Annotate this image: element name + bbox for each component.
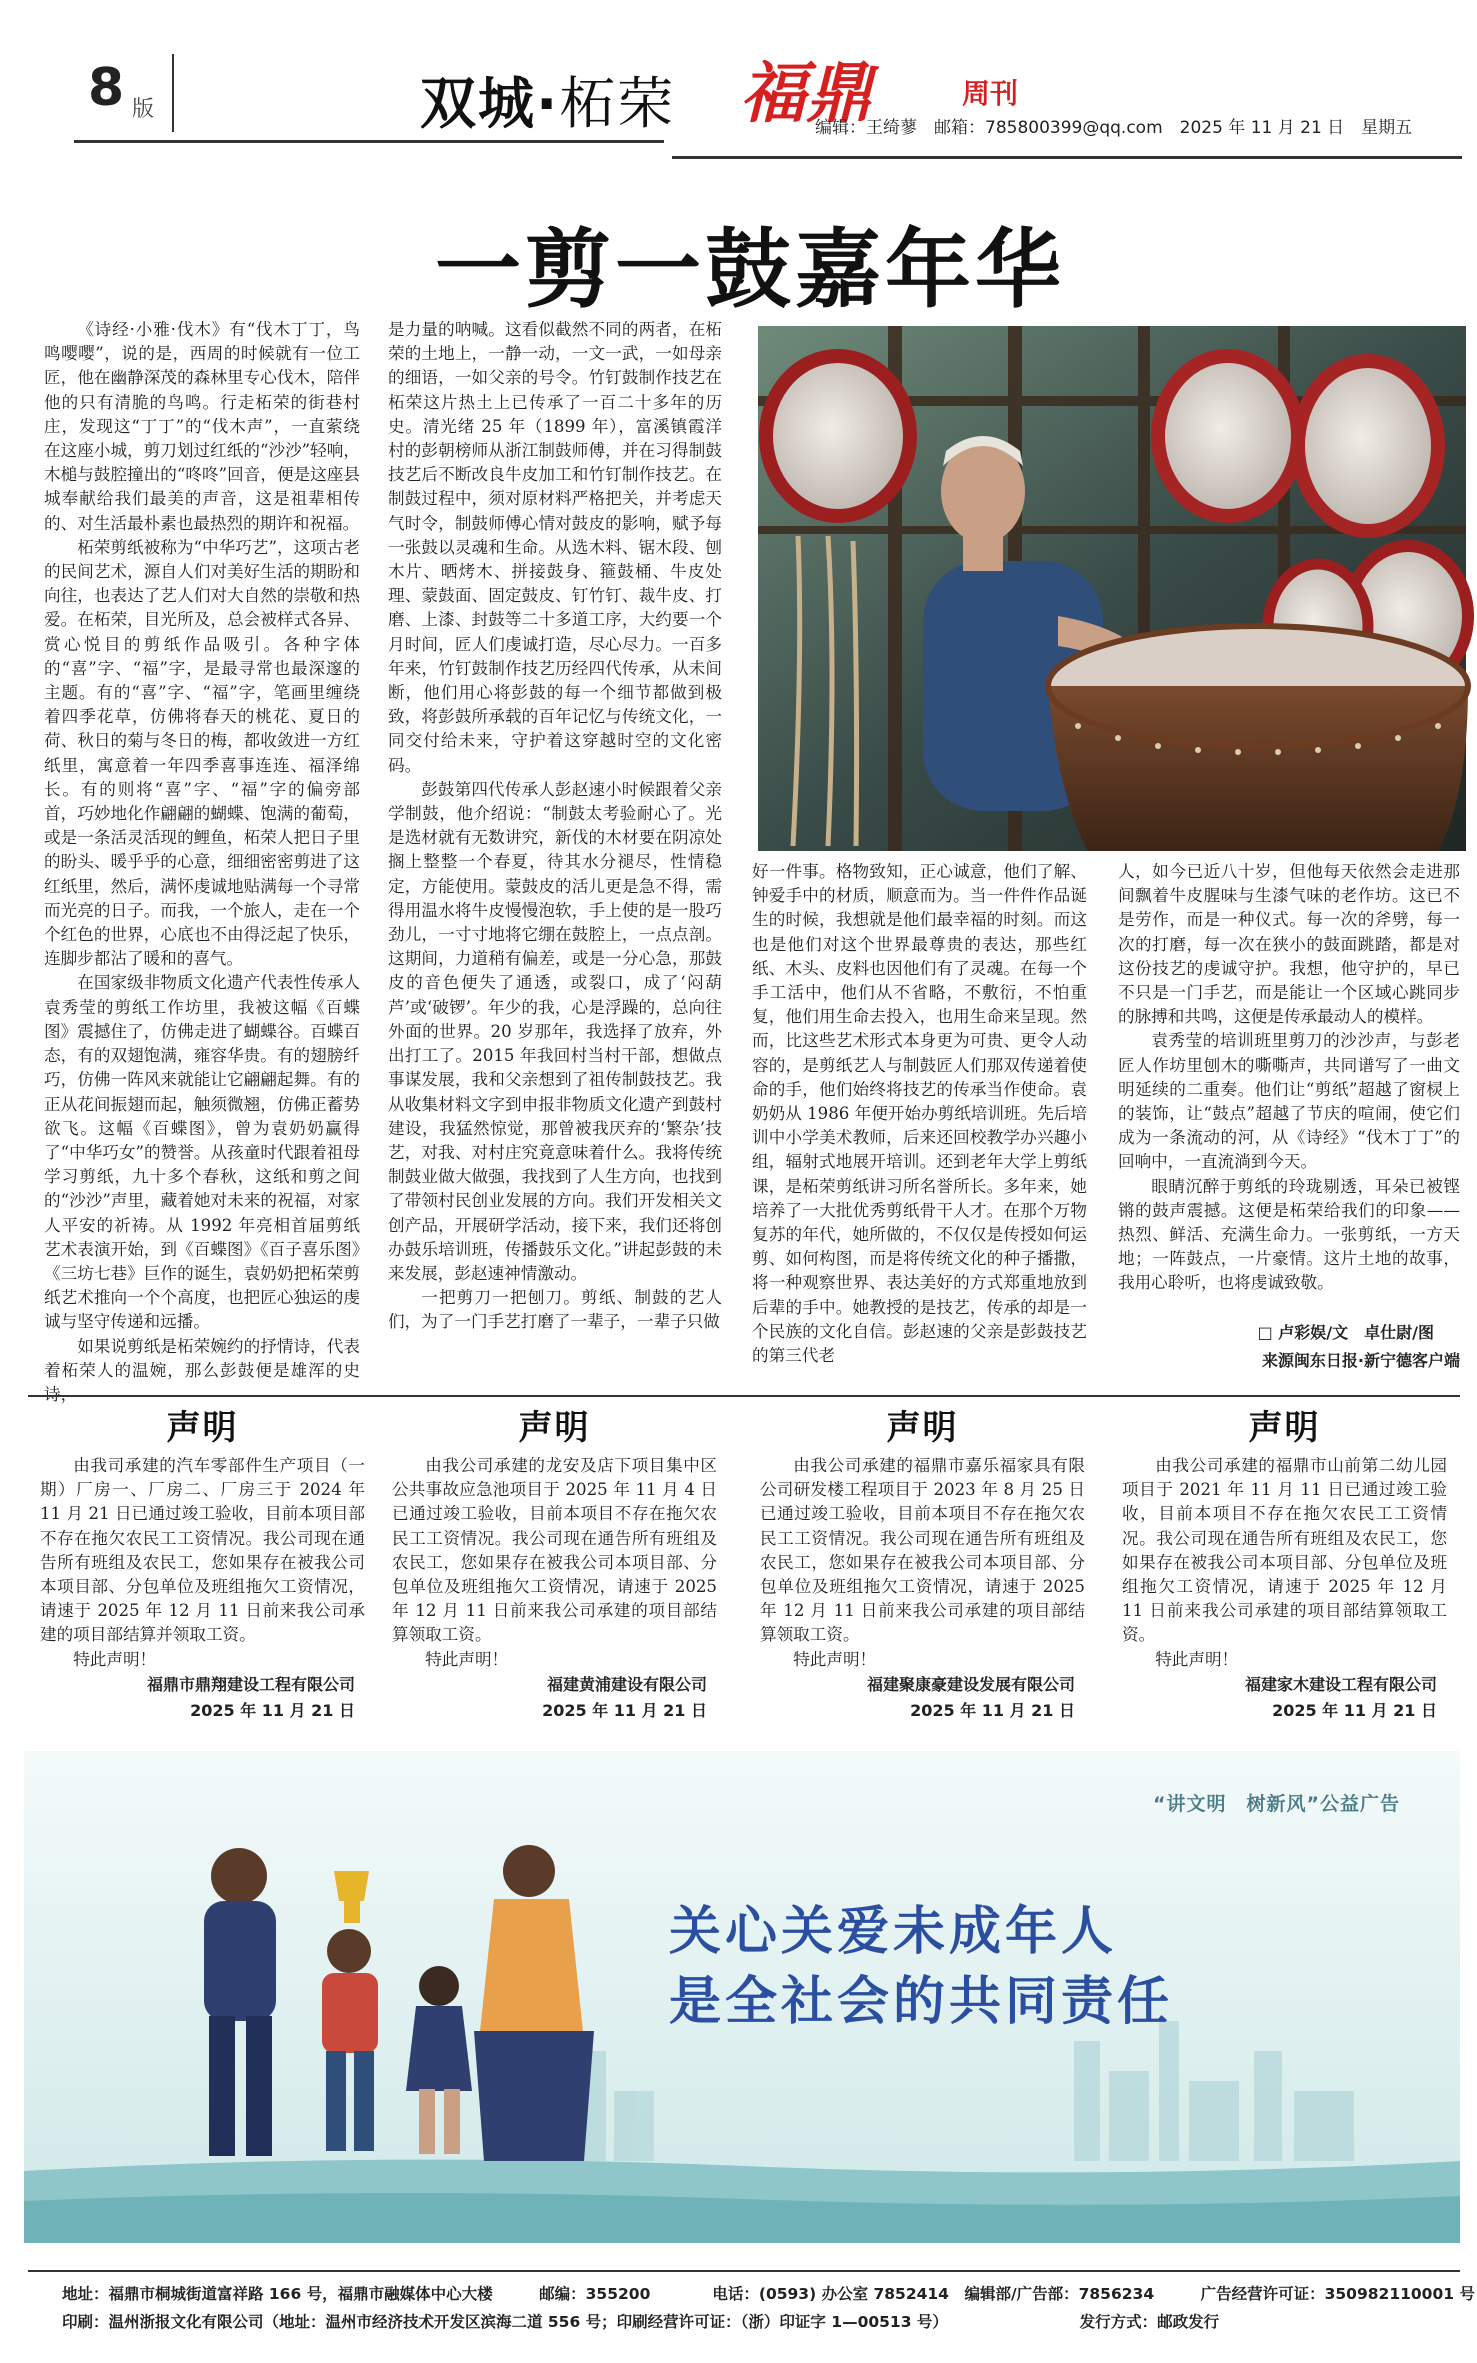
notice-thanks: 特此声明！ xyxy=(1155,1649,1239,1669)
notice-body: 由我公司承建的龙安及店下项目集中区公共事故应急池项目于 2025 年 11 月 4 日已通过竣工验收，目前本项目不存在拖欠农民工工资情况。我公司现在通告所有班组及农民工，您如果存在被我公司本项目部、分包单位及班组拖欠工资情况，请速于 2025 年 12 月 11 日前来我公司承建的项目部结算领取工资。 xyxy=(392,1456,717,1645)
notice-4 xyxy=(1122,1402,1447,1724)
notice-thanks: 特此声明！ xyxy=(425,1649,509,1669)
notice-3 xyxy=(760,1402,1085,1724)
notices-rule xyxy=(28,1395,1460,1397)
article-column-2 xyxy=(388,318,722,1374)
notice-body: 由我公司承建的福鼎市嘉乐福家具有限公司研发楼工程项目于 2023 年 8 月 25 日已通过竣工验收，目前本项目不存在拖欠农民工工资情况。我公司现在通告所有班组及农民工，您如果存在被我公司本项目部、分包单位及班组拖欠工资情况，请速于 2025 年 12 月 11 日前来我公司承建的项目部结算领取工资。 xyxy=(760,1456,1085,1645)
article-paragraph: 眼睛沉醉于剪纸的玲珑剔透，耳朵已被铿锵的鼓声震撼。这便是柘荣给我们的印象——热烈、鲜活、充满生命力。一张剪纸，一方天地；一阵鼓点，一片豪情。这片土地的故事，我用心聆听，也将虔诚致敬。 xyxy=(1118,1176,1460,1293)
section-title-bold: 双城 xyxy=(420,72,536,137)
notice-1 xyxy=(40,1402,365,1724)
section-title-dot: · xyxy=(536,72,560,137)
public-service-ad xyxy=(24,1751,1460,2243)
masthead-meta: 编辑：王绮蓼 邮箱：785800399@qq.com 2025 年 11 月 21 日 星期五 xyxy=(815,118,1413,138)
notice-company: 福建黄浦建设有限公司 xyxy=(546,1674,707,1694)
brand-logo: 福鼎 xyxy=(740,54,872,132)
brand-logo-sub: 周刊 xyxy=(962,77,1019,110)
article-column-3 xyxy=(752,860,1087,1374)
notice-date: 2025 年 11 月 21 日 xyxy=(542,1700,707,1720)
article-byline: □ 卢彩娱/文 卓仕尉/图 xyxy=(1257,1323,1434,1342)
notice-company: 福鼎市鼎翔建设工程有限公司 xyxy=(146,1674,355,1694)
notice-title: 声明 xyxy=(886,1408,959,1448)
section-title-light: 柘荣 xyxy=(559,72,676,137)
section-title xyxy=(420,60,675,140)
notice-thanks: 特此声明！ xyxy=(73,1649,157,1669)
notice-2 xyxy=(392,1402,717,1724)
ad-slogan-line-2: 是全社会的共同责任 xyxy=(669,1972,1174,2032)
notice-title: 声明 xyxy=(1248,1408,1321,1448)
article-paragraph: 《诗经·小雅·伐木》有“伐木丁丁，鸟鸣嘤嘤”，说的是，西周的时候就有一位工匠，他在幽静深茂的森林里专心伐木，陪伴他的只有清脆的鸟鸣。行走柘荣的街巷村庄，发现这“丁丁”的“伐木声”，一直萦绕在这座小城，剪刀划过红纸的“沙沙”轻响，木槌与鼓腔撞出的“咚咚”回音，便是这座县城奉献给我们最美的声音，这是祖辈相传的、对生活最朴素也最热烈的期许和祝福。 xyxy=(44,320,360,533)
article-headline: 一剪一鼓嘉年华 xyxy=(435,220,1065,320)
notice-date: 2025 年 11 月 21 日 xyxy=(190,1700,355,1720)
ad-slogan-line-1: 关心关爱未成年人 xyxy=(669,1902,1118,1962)
article-paragraph: 如果说剪纸是柘荣婉约的抒情诗，代表着柘荣人的温婉，那么彭鼓便是雄浑的史 xyxy=(44,1336,360,1380)
header-rule-left xyxy=(74,140,664,143)
page-number-suffix: 版 xyxy=(132,97,155,122)
footer-address: 地址：福鼎市桐城街道富祥路 166 号，福鼎市融媒体中心大楼 邮编：355200 电话：(0593) 办公室 7852414 编辑部/广告部：7856234 广告经营许可证：350982110001 号 xyxy=(62,2285,1475,2303)
page-number: 8 xyxy=(88,58,125,118)
article-paragraph: 袁秀莹的培训班里剪刀的沙沙声，与彭老匠人作坊里刨木的嘶嘶声，共同谱写了一曲文明延续的二重奏。他们让“剪纸”超越了窗棂上的装饰，让“鼓点”超越了节庆的喧闹，使它们成为一条流动的河，从《诗经》“伐木丁丁”的回响中，一直流淌到今天。 xyxy=(1118,1031,1460,1172)
article-column-1 xyxy=(44,318,360,1380)
notice-title: 声明 xyxy=(518,1408,591,1448)
notice-title: 声明 xyxy=(166,1408,239,1448)
article-paragraph: 柘荣剪纸被称为“中华巧艺”，这项古老的民间艺术，源自人们对美好生活的期盼和向往，也表达了艺人们对大自然的崇敬和热爱。在柘荣，目光所及，总会被样式各异、赏心悦目的剪纸作品吸引。各种字体的“喜”字、“福”字，是最寻常也最深邃的主题。有的“喜”字、“福”字，笔画里缠绕着四季花草，仿佛将春天的桃花、夏日的荷、秋日的菊与冬日的梅，都收敛进一方红纸里，寓意着一年四季喜事连连、福泽绵长。有的则将“喜”字、“福”字的偏旁部首，巧妙地化作翩翩的蝴蝶、饱满的葡萄，或是一条活灵活现的鲤鱼，柘荣人把日子里的盼头、暖乎乎的心意，细细密密剪进了这红纸里，然后，满怀虔诚地贴满每一个寻常而光亮的日子。而我，一个旅人，走在一个个红色的世界，心底也不由得泛起了快乐，连脚步都沾了暖和的喜气。 xyxy=(44,537,360,969)
article-paragraph: 在国家级非物质文化遗产代表性传承人袁秀莹的剪纸工作坊里，我被这幅《百蝶图》震撼住了，仿佛走进了蝴蝶谷。百蝶百态，有的双翅饱满，雍容华贵。有的翅膀纤巧，仿佛一阵风来就能让它翩翩起舞。有的正从花间振翅而起，触须微翘，仿佛正蓄势欲飞。这幅《百蝶图》，曾为袁奶奶赢得了“中华巧女”的赞誉。从孩童时代跟着祖母学习剪纸，九十多个春秋，这纸和剪之间的“沙沙”声里，藏着她对未来的祝福，对家人平安的祈祷。从 1992 年亮相首届剪纸艺术表演开始，到《百蝶图》《百子喜乐图》《三坊七巷》巨作的诞生，袁奶奶把柘荣剪纸艺术推向一个个高度，也把匠心独运的虔诚与坚守传递和远播。 xyxy=(44,973,360,1332)
notice-body: 由我公司承建的福鼎市山前第二幼儿园项目于 2021 年 11 月 11 日已通过竣工验收，目前本项目不存在拖欠农民工工资情况。我公司现在通告所有班组及农民工，您如果存在被我公司本项目部、分包单位及班组拖欠工资情况，请速于 2025 年 12 月 11 日前来我公司承建的项目部结算领取工资。 xyxy=(1122,1456,1447,1645)
notice-company: 福建聚康豪建设发展有限公司 xyxy=(866,1674,1075,1694)
notice-company: 福建家木建设工程有限公司 xyxy=(1244,1674,1437,1694)
notice-body: 由我司承建的汽车零部件生产项目（一期）厂房一、厂房二、厂房三于 2024 年 11 月 21 日已通过竣工验收，目前本项目部不存在拖欠农民工工资情况。我公司现在通告所有班组及农民工，您如果存在被我公司本项目部、分包单位及班组拖欠工资情况，请速于 2025 年 12 月 11 日前来我公司承建的项目部结算并领取工资。 xyxy=(40,1456,365,1645)
article-paragraph: 好一件事。格物致知，正心诚意，他们了解、钟爱手中的材质，顺意而为。当一件件作品诞生的时候，我想就是他们最幸福的时刻。而这也是他们对这个世界最尊贵的表达，那些红纸、木头、皮料也因他们有了灵魂。在每一个手工活中，他们从不省略，不敷衍，不怕重复，他们用生命去投入，也用生命来呈现。然而，比这些艺术形式本身更为可贵、更令人动容的，是剪纸艺人与制鼓匠人们那双传递着使命的手，他们始终将技艺的传承当作使命。袁奶奶从 1986 年便开始办剪纸培训班。先后培训中小学美术教师，后来还回校教学办兴趣小组，辐射式地展开培训。还到老年大学上剪纸课，是柘荣剪纸讲习所名誉所长。多年来，她培养了一大批优秀剪纸骨干人才。在那个万物复苏的年代，她所做的，不仅仅是传授如何运剪、如何构图，而是将传统文化的种子播撒，将一种观察世界、表达美好的方式郑重地放到后辈的手中。她教授的是技艺，传承的却是一个民族的文化自信。彭赵速的父亲是彭鼓技艺的第三代老 xyxy=(752,862,1087,1366)
article-column-4 xyxy=(1118,860,1460,1293)
footer-rule xyxy=(28,2270,1460,2272)
notice-date: 2025 年 11 月 21 日 xyxy=(1272,1700,1437,1720)
drum-maker-photo xyxy=(758,326,1466,851)
article-paragraph: 人，如今已近八十岁，但他每天依然会走进那间飘着牛皮腥味与生漆气味的老作坊。这已不是劳作，而是一种仪式。每一次的斧劈，每一次的打磨，每一次在狭小的鼓面跳踏，都是对这份技艺的虔诚守护。我想，他守护的，早已不只是一门手艺，而是能让一个区域心跳同步的脉搏和共鸣，这便是传承最动人的模样。 xyxy=(1118,862,1460,1027)
notice-date: 2025 年 11 月 21 日 xyxy=(910,1700,1075,1720)
article-paragraph: 一把剪刀一把刨刀。剪纸、制鼓的艺人们，为了一门手艺打磨了一辈子，一辈子只做 xyxy=(388,1288,722,1332)
article-source: 来源闽东日报·新宁德客户端 xyxy=(1261,1351,1460,1370)
article-paragraph: 是力量的呐喊。这看似截然不同的两者，在柘荣的土地上，一静一动，一文一武，一如母亲的细语，一如父亲的号令。竹钉鼓制作技艺在柘荣这片热土上已传承了一百二十多年的历史。清光绪 25 年（1899 年），富溪镇霞洋村的彭朝榜师从浙江制鼓师傅，并在习得制鼓技艺后不断改良牛皮加工和竹钉制作技艺。在制鼓过程中，须对原材料严格把关，并考虑天气时令，制鼓师傅心情对鼓皮的影响，赋予每一张鼓以灵魂和生命。从选木料、锯木段、刨木片、晒烤木、拼接鼓身、箍鼓桶、牛皮处理、蒙鼓面、固定鼓皮、钉竹钉、裁牛皮、打磨、上漆、封鼓等二十多道工序，大约要一个月时间，匠人们虔诚打造，尽心尽力。一百多年来，竹钉鼓制作技艺历经四代传承，从未间断，他们用心将彭鼓的每一个细节都做到极致，将彭鼓所承载的百年记忆与传统文化，一同交付给未来，守护着这穿越时空的文化密码。 xyxy=(388,320,722,775)
footer-printing: 印刷：温州浙报文化有限公司（地址：温州市经济技术开发区滨海二道 556 号；印刷经营许可证：（浙）印证字 1—00513 号） 发行方式：邮政发行 xyxy=(62,2313,1220,2331)
notice-thanks: 特此声明！ xyxy=(793,1649,877,1669)
article-photo xyxy=(758,326,1466,851)
article-paragraph: 彭鼓第四代传承人彭赵速小时候跟着父亲学制鼓，他介绍说：“制鼓太考验耐心了。光是选材就有无数讲究，新伐的木材要在阴凉处搁上整整一个春夏，待其水分褪尽，性情稳定，方能使用。蒙鼓皮的活儿更是急不得，需得用温水将牛皮慢慢泡软，手上使的是一股巧劲儿，一寸寸地将它绷在鼓腔上，一点点剖。这期间，力道稍有偏差，或是一分心急，那鼓皮的音色便失了通透，或裂口，成了‘闷葫芦’或‘破锣’。年少的我，心是浮躁的，总向往外面的世界。20 岁那年，我选择了放弃，外出打工了。2015 年我回村当村干部，想做点事谋发展，我和父亲想到了祖传制鼓技艺。我从收集材料文字到申报非物质文化遗产到鼓村建设，我猛然惊觉，那曾被我厌弃的‘繁杂’技艺，对我、对村庄究竟意味着什么。我将传统制鼓业做大做强，我找到了人生方向，也找到了带领村民创业发展的方向。我们开发相关文创产品，开展研学活动，接下来，我们还将创办鼓乐培训班，传播鼓乐文化。”讲起彭鼓的未来发展，彭赵速神情激动。 xyxy=(388,779,722,1283)
header-rule-right xyxy=(672,156,1462,159)
ad-label: “讲文明 树新风”公益广告 xyxy=(1153,1793,1400,1815)
